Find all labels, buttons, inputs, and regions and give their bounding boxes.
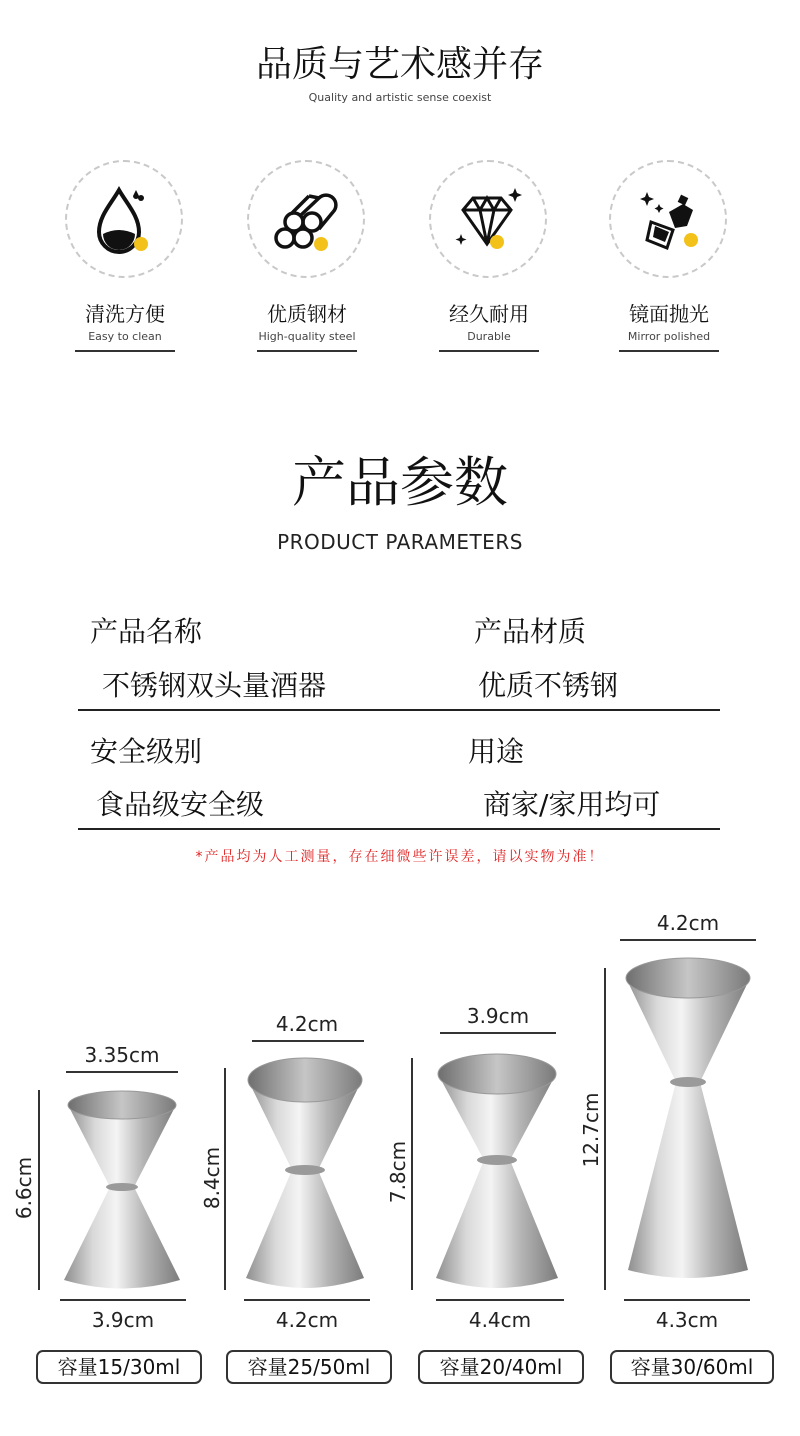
dimension-line xyxy=(440,1032,556,1034)
page-title: 品质与艺术感并存 xyxy=(255,44,544,85)
param-value: 商家/家用均可 xyxy=(483,788,661,821)
top-width-label: 3.9cm xyxy=(466,1004,530,1028)
dimension-line xyxy=(620,939,756,941)
feature-subtitle: Easy to clean xyxy=(88,330,162,343)
param-value: 优质不锈钢 xyxy=(478,669,619,702)
feature-name: 清洗方便 xyxy=(85,302,165,326)
jigger-image xyxy=(58,1085,186,1295)
height-label: 8.4cm xyxy=(200,1146,224,1210)
polish-spray-icon xyxy=(633,182,707,260)
height-line xyxy=(411,1058,413,1290)
feature-ring xyxy=(247,160,365,278)
water-drop-icon xyxy=(89,182,163,260)
feature-name: 优质钢材 xyxy=(267,302,347,326)
param-value: 不锈钢双头量酒器 xyxy=(102,669,327,702)
param-value: 食品级安全级 xyxy=(96,788,265,821)
bottom-width-label: 4.4cm xyxy=(468,1308,532,1332)
page-subtitle: Quality and artistic sense coexist xyxy=(308,91,492,104)
feature-underline xyxy=(619,350,719,352)
feature-name: 镜面抛光 xyxy=(629,302,709,326)
measurement-note: *产品均为人工测量，存在细微些许误差，请以实物为准！ xyxy=(195,849,605,865)
feature-underline xyxy=(75,350,175,352)
dimension-line xyxy=(244,1299,370,1301)
top-width-label: 4.2cm xyxy=(656,911,720,935)
capacity-label: 容量30/60ml xyxy=(610,1350,774,1384)
steel-bars-icon xyxy=(271,182,345,260)
feature-ring xyxy=(609,160,727,278)
params-title: 产品参数 xyxy=(292,451,508,514)
feature-subtitle: High-quality steel xyxy=(258,330,356,343)
feature-subtitle: Durable xyxy=(467,330,511,343)
jigger-image xyxy=(620,950,756,1290)
feature-ring xyxy=(65,160,183,278)
height-line xyxy=(224,1068,226,1290)
height-label: 7.8cm xyxy=(386,1140,410,1204)
jigger-image xyxy=(430,1048,564,1294)
height-label: 12.7cm xyxy=(579,1092,603,1168)
param-divider xyxy=(78,828,720,830)
dimension-line xyxy=(436,1299,564,1301)
capacity-label: 容量20/40ml xyxy=(418,1350,584,1384)
bottom-width-label: 3.9cm xyxy=(91,1308,155,1332)
dimension-line xyxy=(624,1299,750,1301)
capacity-label: 容量15/30ml xyxy=(36,1350,202,1384)
dimension-line xyxy=(252,1040,364,1042)
top-width-label: 4.2cm xyxy=(275,1012,339,1036)
capacity-label: 容量25/50ml xyxy=(226,1350,392,1384)
dimension-line xyxy=(60,1299,186,1301)
diamond-icon xyxy=(453,182,527,260)
feature-name: 经久耐用 xyxy=(449,302,529,326)
feature-underline xyxy=(257,350,357,352)
feature-ring xyxy=(429,160,547,278)
param-label: 产品材质 xyxy=(474,615,587,648)
jigger-image xyxy=(240,1052,370,1294)
bottom-width-label: 4.3cm xyxy=(655,1308,719,1332)
dimension-line xyxy=(66,1071,178,1073)
feature-underline xyxy=(439,350,539,352)
top-width-label: 3.35cm xyxy=(84,1043,160,1067)
param-divider xyxy=(78,709,720,711)
height-label: 6.6cm xyxy=(12,1156,36,1220)
param-label: 用途 xyxy=(468,735,525,768)
params-subtitle: PRODUCT PARAMETERS xyxy=(277,530,523,554)
bottom-width-label: 4.2cm xyxy=(275,1308,339,1332)
height-line xyxy=(604,968,606,1290)
param-label: 安全级别 xyxy=(90,735,203,768)
param-label: 产品名称 xyxy=(90,615,203,648)
height-line xyxy=(38,1090,40,1290)
feature-subtitle: Mirror polished xyxy=(627,330,711,343)
